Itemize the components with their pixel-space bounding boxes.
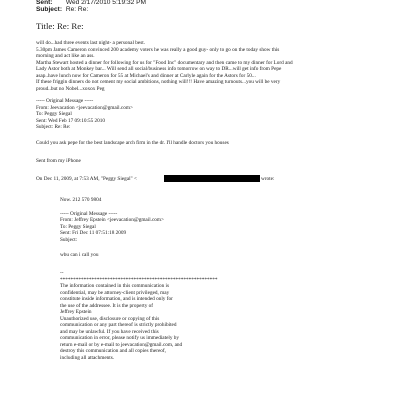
indented-line: Now. 212 570 9804 bbox=[60, 197, 102, 203]
from-line: From: Jeevacation <jeevacation@gmail.com> bbox=[36, 104, 133, 111]
indented-line: From: Jeffrey Epstein <jeevacation@gmail.com> bbox=[60, 217, 164, 223]
indented-line: wbu can i call you bbox=[60, 252, 99, 258]
quote-intro-line: On Dec 11, 2009, at 7:53 AM, "Peggy Siegal" < bbox=[36, 176, 137, 182]
indented-line: ----- Original Message ----- bbox=[60, 210, 118, 217]
disclaimer-line: return e-mail or by e-mail to jeevacation@gmail.com, and bbox=[60, 341, 183, 348]
sent-label: Sent: bbox=[36, 0, 53, 6]
body-line: 5.30pm James Cameron convinced 200 academy voters he was really a good guy- only to go on the today show this bbox=[36, 46, 280, 53]
disclaimer-line: confidential, may be attorney-client privileged, may bbox=[60, 289, 170, 296]
subject-header bbox=[36, 6, 88, 13]
document-title: Title: Re: Re: bbox=[36, 21, 84, 31]
disclaimer-line: communication in error, please notify us immediately by bbox=[60, 335, 180, 341]
indented-line: -- bbox=[60, 270, 64, 276]
disclaimer-line: the use of the addressee. It is the property of bbox=[60, 302, 154, 309]
indented-line: Sent: Fri Dec 11 07:51:18 2009 bbox=[60, 230, 127, 236]
disclaimer-line: including all attachments. bbox=[60, 354, 115, 361]
asterisk-divider: ************************************************************ bbox=[60, 276, 218, 283]
sent-line: Sent: Wed Feb 17 09:10:55 2010 bbox=[36, 117, 106, 124]
body-line: will do...had three events last night- a personal best. bbox=[36, 40, 146, 46]
body-line: Martha Stewart hosted a dinner for following for us for "Food Inc" documentary and then came to my dinner for Lord and bbox=[36, 59, 293, 66]
body-line: Lady Astor both at Monkey bar... Will send all social/business info tomorrow on way to DR...will get info from Pepe bbox=[36, 66, 282, 72]
body-line: proud..but no Nobel...xoxox Peg bbox=[36, 85, 105, 92]
body-line: asap..have lunch now for Cameron for 55 at Michael's and dinner at Carlyle again for the Astors for 50... bbox=[36, 72, 256, 79]
body-line: morning and act like an ass. bbox=[36, 53, 95, 59]
subject-label: Subject: bbox=[36, 6, 63, 13]
original-message-divider: ----- Original Message ----- bbox=[36, 98, 94, 104]
sent-value: Wed 2/17/2010 5:19:32 PM bbox=[65, 0, 147, 6]
quote-intro-wrote: wrote: bbox=[261, 176, 275, 182]
subject-line: Subject: Re: Re: bbox=[36, 124, 71, 130]
redaction-bar bbox=[164, 175, 260, 182]
disclaimer-line: destroy this communication and all copies thereof, bbox=[60, 348, 166, 354]
signature-line: Sent from my iPhone bbox=[36, 158, 81, 164]
to-line: To: Peggy Siegal bbox=[36, 111, 72, 117]
body-line: Could you ask pepe for the best landscape arch firm in the dr. I'll handle doctors you houses bbox=[36, 140, 229, 146]
body-line: If these friggin dinners do not cement my social ambitions, nothing will!!! Have amazing turnouts...you will be very bbox=[36, 79, 281, 85]
indented-line: To: Peggy Siegal bbox=[60, 223, 96, 230]
subject-value: Re: Re: bbox=[65, 6, 89, 13]
indented-line: Subject: bbox=[60, 236, 78, 243]
disclaimer-line: constitute inside information, and is intended only for bbox=[60, 296, 173, 302]
disclaimer-line: The information contained in this communication is bbox=[60, 283, 170, 289]
disclaimer-line: Unauthorized use, disclosure or copying of this bbox=[60, 315, 160, 322]
disclaimer-line: and may be unlawful. If you have received this bbox=[60, 328, 159, 335]
disclaimer-line: Jeffrey Epstein bbox=[60, 309, 92, 315]
disclaimer-line: communication or any part thereof is strictly prohibited bbox=[60, 322, 177, 328]
